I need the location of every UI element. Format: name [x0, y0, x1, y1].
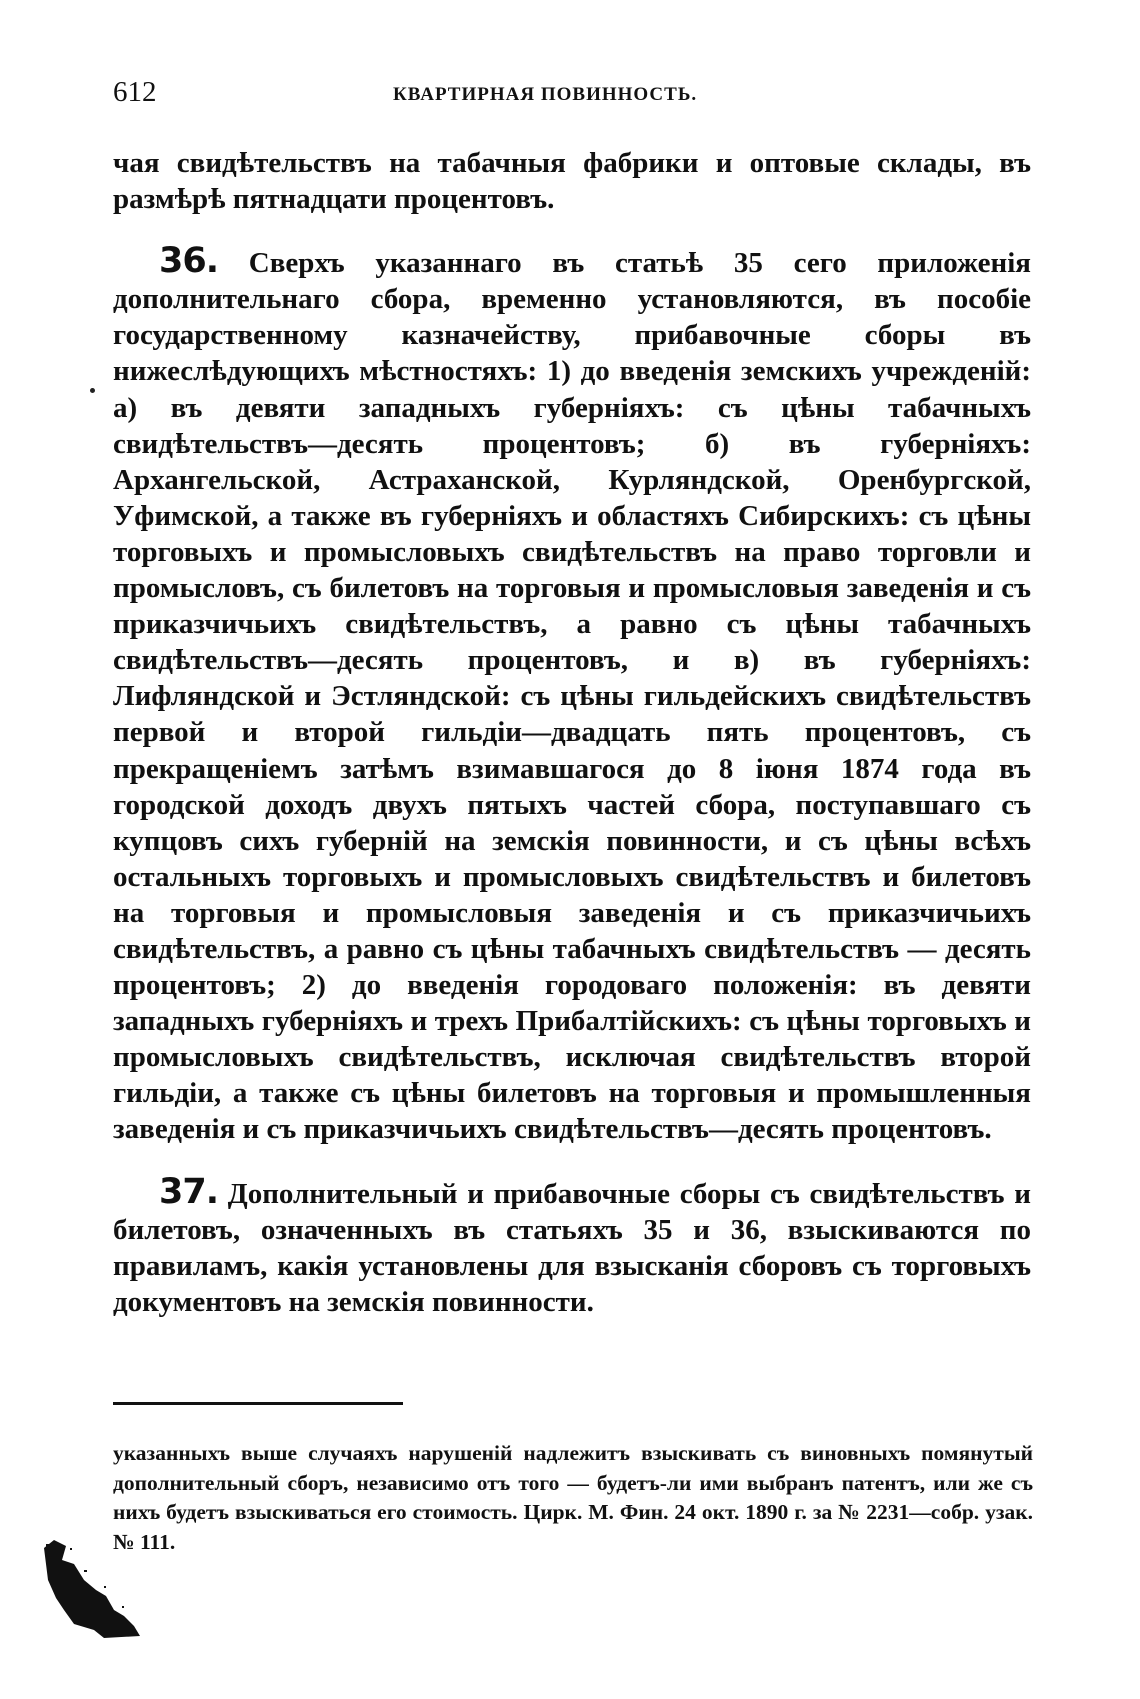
- continuation-paragraph: чая свидѣтельствъ на табачныя фабрики и оптовые склады, въ размѣрѣ пятнадцати процентовъ.: [113, 147, 1031, 216]
- running-title: КВАРТИРНАЯ ПОВИННОСТЬ.: [393, 84, 698, 105]
- page-number: 612: [113, 76, 157, 108]
- footnote-separator: [113, 1402, 403, 1405]
- article-36-number: 36.: [159, 241, 219, 282]
- scan-blot: [44, 1540, 144, 1640]
- page-header: [113, 76, 1033, 116]
- article-36: [113, 243, 1031, 1147]
- article-37-number: 37.: [159, 1171, 219, 1212]
- footnote: указанныхъ выше случаяхъ нарушеній надлежитъ взыскивать съ виновныхъ помянутый дополнительный сборъ, независимо отъ того — будетъ-ли ими выбранъ патентъ, или же съ нихъ будетъ взыскиваться его стоимость. Цирк. М. Фин. 24 окт. 1890 г. за № 2231—собр. узак. № 111.: [113, 1441, 1033, 1555]
- main-text: [113, 145, 1031, 1320]
- article-36-text: Сверхъ указаннаго въ статьѣ 35 сего приложенія дополнительнаго сбора, временно установляются, въ пособіе государственному казначейству, прибавочные сборы въ нижеслѣдующихъ мѣстностяхъ: 1) до введенія земскихъ учрежденій: а) въ девяти западныхъ губерніяхъ: съ цѣны табачныхъ свидѣтельствъ—десять процентовъ; б) въ губерніяхъ: Архангельской, Астраханской, Курляндской, Оренбургской, Уфимской, а также въ губерніяхъ и областяхъ Сибирскихъ: съ цѣны торговыхъ и промысловыхъ свидѣтельствъ на право торговли и промысловъ, съ билетовъ на торговыя и промысловыя заведенія и съ приказчичьихъ свидѣтельствъ, а равно съ цѣны табачныхъ свидѣтельствъ—десять процентовъ, и в) въ губерніяхъ: Лифляндской и Эстляндской: съ цѣны гильдейскихъ свидѣтельствъ первой и второй гильдіи—двадцать пять процентовъ, съ прекращеніемъ затѣмъ взимавшагося до 8 іюня 1874 года въ городской доходъ двухъ пятыхъ частей сбора, поступавшаго съ купцовъ сихъ губерній на земскія повинности, и съ цѣны всѣхъ остальныхъ торговыхъ и промысловыхъ свидѣтельствъ и билетовъ на торговыя и промысловыя заведенія и съ приказчичьихъ свидѣтельствъ, а равно съ цѣны табачныхъ свидѣтельствъ — десять процентовъ; 2) до введенія городоваго положенія: въ девяти западныхъ губерніяхъ и трехъ Прибалтійскихъ: съ цѣны торговыхъ и промысловыхъ свидѣтельствъ, исключая свидѣтельствъ второй гильдіи, а также съ цѣны билетовъ на торговыя и промышленныя заведенія и съ приказчичьихъ свидѣтельствъ—десять процентовъ.: [113, 247, 1031, 1146]
- article-37: [113, 1171, 1031, 1320]
- article-37-text: Дополнительный и прибавочные сборы съ свидѣтельствъ и билетовъ, означенныхъ въ статьяхъ 35 и 36, взыскиваются по правиламъ, какія установлены для взысканія сборовъ съ торговыхъ документовъ на земскія повинности.: [113, 1177, 1031, 1318]
- margin-mark: [90, 388, 95, 393]
